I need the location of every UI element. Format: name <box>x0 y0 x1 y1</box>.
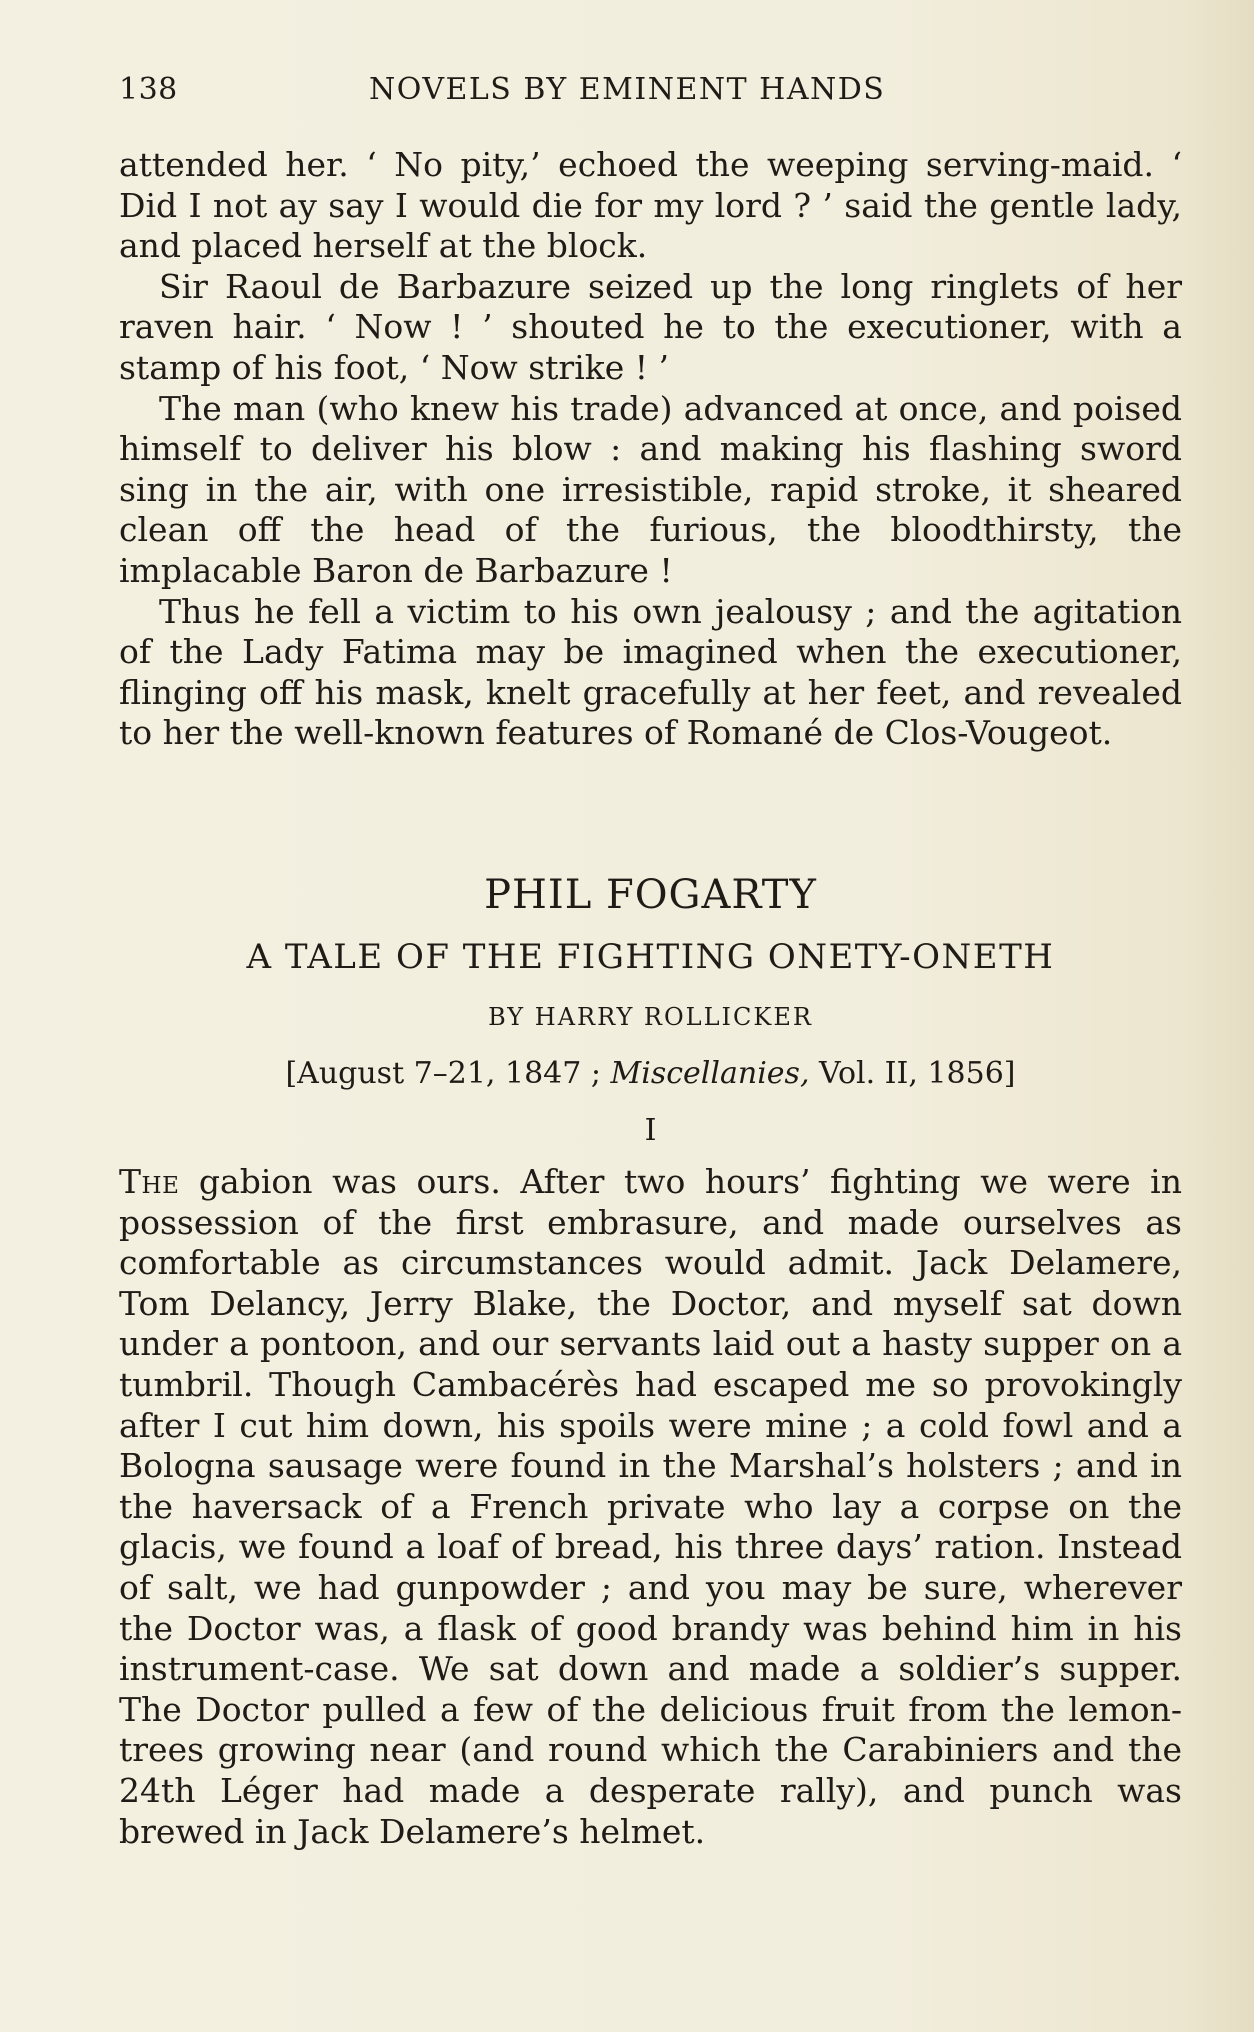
opening-paragraph-body: gabion was ours. After two hours’ fighting we were in possession of the first embrasure, and made ourselves as comfortable as circumstances would admit. Jack Delamere, Tom Delancy, Jerry Blake, the Doctor, and myself sat down under a pontoon, and our servants laid out a hasty supper on a tumbril. Though Cambacérès had escaped me so provokingly after I cut him down, his spoils were mine ; a cold fowl and a Bologna sausage were found in the Marshal’s holsters ; and in the haversack of a French private who lay a corpse on the glacis, we found a loaf of bread, his three days’ ration. Instead of salt, we had gunpowder ; and you may be sure, wherever the Doctor was, a flask of good brandy was behind him in his instrument-case. We sat down and made a soldier’s supper. The Doctor pulled a few of the delicious fruit from the lemon-trees growing near (and round which the Carabiniers and the 24th Léger had made a desperate rally), and punch was brewed in Jack Delamere’s helmet. <box>119 1162 1182 1851</box>
story-opening-text <box>119 1162 1182 1852</box>
publication-citation <box>119 1056 1182 1091</box>
story-subtitle: A TALE OF THE FIGHTING ONETY-ONETH <box>246 937 1055 977</box>
page-header <box>119 72 1179 116</box>
running-head: NOVELS BY EMINENT HANDS <box>369 72 886 107</box>
paragraph-raoul: Sir Raoul de Barbazure seized up the long ringlets of her raven hair. ‘ Now ! ’ shouted he to the executioner, with a stamp of his foot, ‘ Now strike ! ’ <box>119 266 1182 387</box>
page-edge-shadow <box>1184 0 1254 2032</box>
preceding-story-text <box>119 145 1182 754</box>
section-number: I <box>644 1113 657 1148</box>
paragraph-conclusion: Thus he fell a victim to his own jealousy ; and the agitation of the Lady Fatima may be imagined when the executioner, flinging off his mask, knelt gracefully at her feet, and revealed to her the well-known features of Romané de Clos-Vougeot. <box>119 591 1182 753</box>
story-title: PHIL FOGARTY <box>484 872 817 918</box>
opening-paragraph <box>119 1162 1182 1852</box>
paragraph-continuation: attended her. ‘ No pity,’ echoed the weeping serving-maid. ‘ Did I not ay say I would die for my lord ? ’ said the gentle lady, and placed herself at the block. <box>119 145 1182 266</box>
paragraph-executioner: The man (who knew his trade) advanced at once, and poised himself to deliver his blow : and making his flashing sword sing in the air, with one irresistible, rapid stroke, it sheared clean off the head of the furious, the bloodthirsty, the implacable Baron de Barbazure ! <box>119 388 1182 590</box>
citation-title: Miscellanies, <box>610 1056 810 1091</box>
citation-volume: Vol. II, 1856] <box>809 1056 1016 1091</box>
citation-date: [August 7–21, 1847 ; <box>285 1056 611 1091</box>
lead-word: The <box>119 1162 180 1201</box>
page-number: 138 <box>119 72 178 107</box>
story-byline: BY HARRY ROLLICKER <box>488 1003 813 1031</box>
